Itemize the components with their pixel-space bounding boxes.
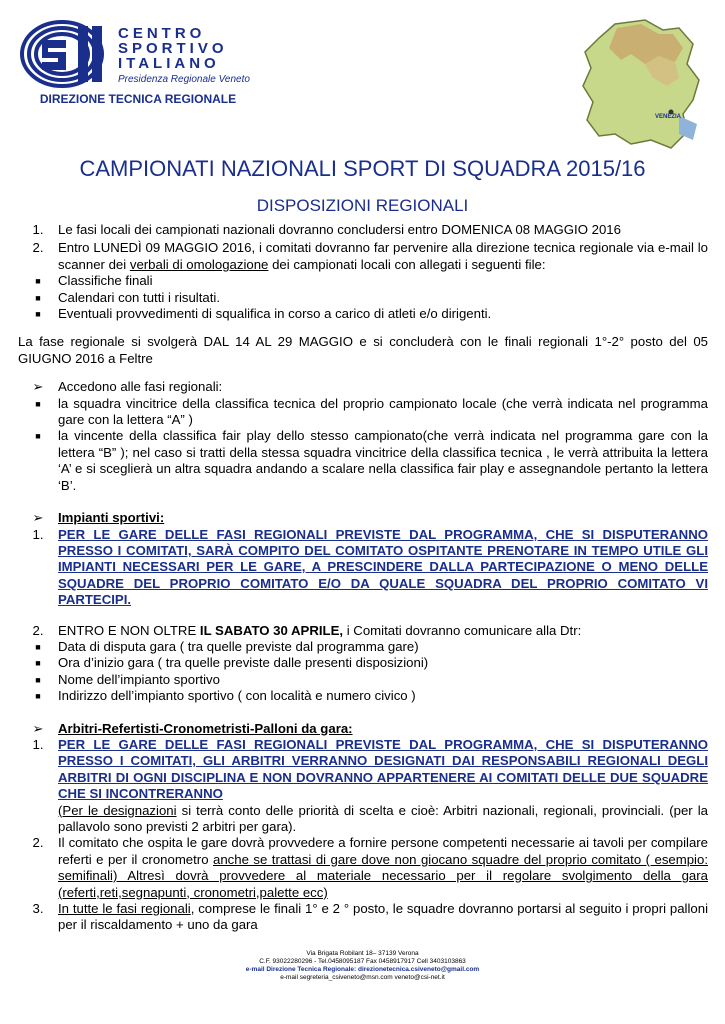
square-bullet-icon: ■ bbox=[35, 658, 41, 669]
square-bullet-icon: ■ bbox=[35, 276, 41, 287]
list-item: 1. PER LE GARE DELLE FASI REGIONALI PREVISTE DAL PROGRAMMA, CHE SI DISPUTERANNO PRESSO I COMITATI, SARÀ COMPITO DEL COMITATO OSPITANTE PRENOTARE IN TEMPO UTILE GLI IMPIANTI NECESSARI PER LE GARE, A PRESCINDERE DALLA PARTECIPAZIONE O MENO DELLE SQUADRE DEL PROPRIO COMITATO E/O DA QUALE SQUADRA DEL PROPRIO COMITATO VI PARTECIPI. bbox=[32, 526, 708, 608]
square-bullet-icon: ■ bbox=[35, 309, 41, 320]
section-heading: ➢ Arbitri-Refertisti-Cronometristi-Palloni da gara: bbox=[18, 721, 708, 737]
footer-email-segreteria: e-mail segreteria_csiveneto@msn.com veneto@csi-net.it bbox=[280, 974, 445, 981]
logo-line-sportivo: SPORTIVO bbox=[118, 40, 228, 57]
map-label-venezia: VENEZIA bbox=[655, 114, 682, 120]
arrow-bullet-icon: ➢ bbox=[32, 379, 44, 395]
list-item: ■ Data di disputa gara ( tra quelle previste dal programma gare) bbox=[18, 639, 708, 655]
square-bullet-icon: ■ bbox=[35, 674, 41, 685]
footer-phone: C.F. 93022280296 - Tel.0458095187 Fax 0458917917 Cell 3403103863 bbox=[259, 958, 466, 965]
veneto-map-icon bbox=[575, 16, 705, 156]
list-item: ■ Indirizzo dell’impianto sportivo ( con località e numero civico ) bbox=[18, 688, 708, 704]
logo-subtitle: Presidenza Regionale Veneto bbox=[118, 74, 250, 85]
square-bullet-icon: ■ bbox=[35, 691, 41, 702]
list-item: ■ la vincente della classifica fair play dello stesso campionato(che verrà indicata nel programma gare con la lettera “B” ); nel caso si tratti della stessa squadra vincitrice della classifica tecnica , le verrà attribuita la lettera ‘A’ e si sceglierà un altra squadra andando a scalare nella classifica fair play e assegnandole pertanto la lettera ‘B’. bbox=[18, 428, 708, 494]
list-item: 2. Entro LUNEDÌ 09 MAGGIO 2016, i comitati dovranno far pervenire alla direzione tecnica regionale via e-mail lo scanner dei verbali di omologazione dei campionati locali con allegati i seguenti file: bbox=[32, 240, 708, 272]
list-item: ■ Classifiche finali bbox=[18, 273, 708, 289]
page-subtitle: DISPOSIZIONI REGIONALI bbox=[256, 196, 469, 215]
square-bullet-icon: ■ bbox=[35, 431, 41, 442]
list-item: ➢ Accedono alle fasi regionali: bbox=[18, 379, 708, 395]
square-bullet-icon: ■ bbox=[35, 398, 41, 409]
list-item: ■ Calendari con tutti i risultati. bbox=[18, 290, 708, 306]
list-item: ■ Nome dell’impianto sportivo bbox=[18, 672, 708, 688]
csi-emblem-icon bbox=[18, 18, 114, 90]
list-item: 3. In tutte le fasi regionali, comprese le finali 1° e 2 ° posto, le squadre dovranno portarsi al seguito i propri palloni per il riscaldamento + uno da gara bbox=[32, 901, 708, 933]
arrow-bullet-icon: ➢ bbox=[32, 510, 44, 526]
csi-logo bbox=[18, 18, 258, 113]
logo-line-italiano: ITALIANO bbox=[118, 55, 220, 72]
list-item: 1. Le fasi locali dei campionati nazionali dovranno concludersi entro DOMENICA 08 MAGGIO 2016 bbox=[32, 222, 621, 237]
footer-address: Via Brigata Robilant 18– 37139 Verona bbox=[306, 950, 419, 957]
list-item: ■ la squadra vincitrice della classifica tecnica del proprio campionato locale (che verrà indicata nel programma gare con la lettera “A” ) bbox=[18, 396, 708, 429]
list-item: ■ Eventuali provvedimenti di squalifica in corso a carico di atleti e/o dirigenti. bbox=[18, 306, 708, 322]
direction-label: DIREZIONE TECNICA REGIONALE bbox=[39, 92, 237, 106]
square-bullet-icon: ■ bbox=[35, 641, 41, 652]
arrow-bullet-icon: ➢ bbox=[32, 720, 44, 736]
list-item: 2. ENTRO E NON OLTRE IL SABATO 30 APRILE, i Comitati dovranno comunicare alla Dtr: bbox=[32, 622, 582, 638]
section-heading: ➢ Impianti sportivi: bbox=[18, 510, 708, 526]
logo-line-centro: CENTRO bbox=[118, 25, 206, 42]
veneto-map bbox=[575, 16, 705, 156]
phase-paragraph: La fase regionale si svolgerà DAL 14 AL 29 MAGGIO e si concluderà con le finali regionali 1°-2° posto del 05 GIUGNO 2016 a Feltre bbox=[18, 334, 708, 366]
square-bullet-icon: ■ bbox=[35, 292, 41, 303]
page-footer bbox=[0, 950, 725, 982]
list-item: ■ Ora d’inizio gara ( tra quelle previste dalle presenti disposizioni) bbox=[18, 655, 708, 671]
list-item: 1. PER LE GARE DELLE FASI REGIONALI PREVISTE DAL PROGRAMMA, CHE SI DISPUTERANNO PRESSO I COMITATI, GLI ARBITRI VERRANNO DESIGNATI DAI RESPONSABILI REGIONALI DEGLI ARBITRI DI OGNI DISCIPLINA E NON DOVRANNO APPARTENERE AI COMITATI DELLE DUE SQUADRE CHE SI INCONTRERANNO (Per le designazioni si terrà conto delle priorità di scelta e cioè: Arbitri nazionali, regionali, provinciali. (per la pallavolo sono previsti 2 arbitri per gara). bbox=[32, 736, 708, 834]
footer-email-dtr: e-mail Direzione Tecnica Regionale: direzionetecnica.csiveneto@gmail.com bbox=[245, 966, 480, 973]
document-body bbox=[18, 222, 708, 934]
list-item: 2. Il comitato che ospita le gare dovrà provvedere a fornire persone competenti necessarie ai tavoli per compilare referti e per il cronometro anche se trattasi di gare dove non giocano squadre del proprio comitato ( esempio: semifinali) Altresì dovrà provvedere al materiale necessario per il regolare svolgimento della gara (referti,reti,segnapunti, cronometri,palette ecc) bbox=[32, 835, 708, 900]
page-title: CAMPIONATI NAZIONALI SPORT DI SQUADRA 2015/16 bbox=[79, 156, 646, 181]
